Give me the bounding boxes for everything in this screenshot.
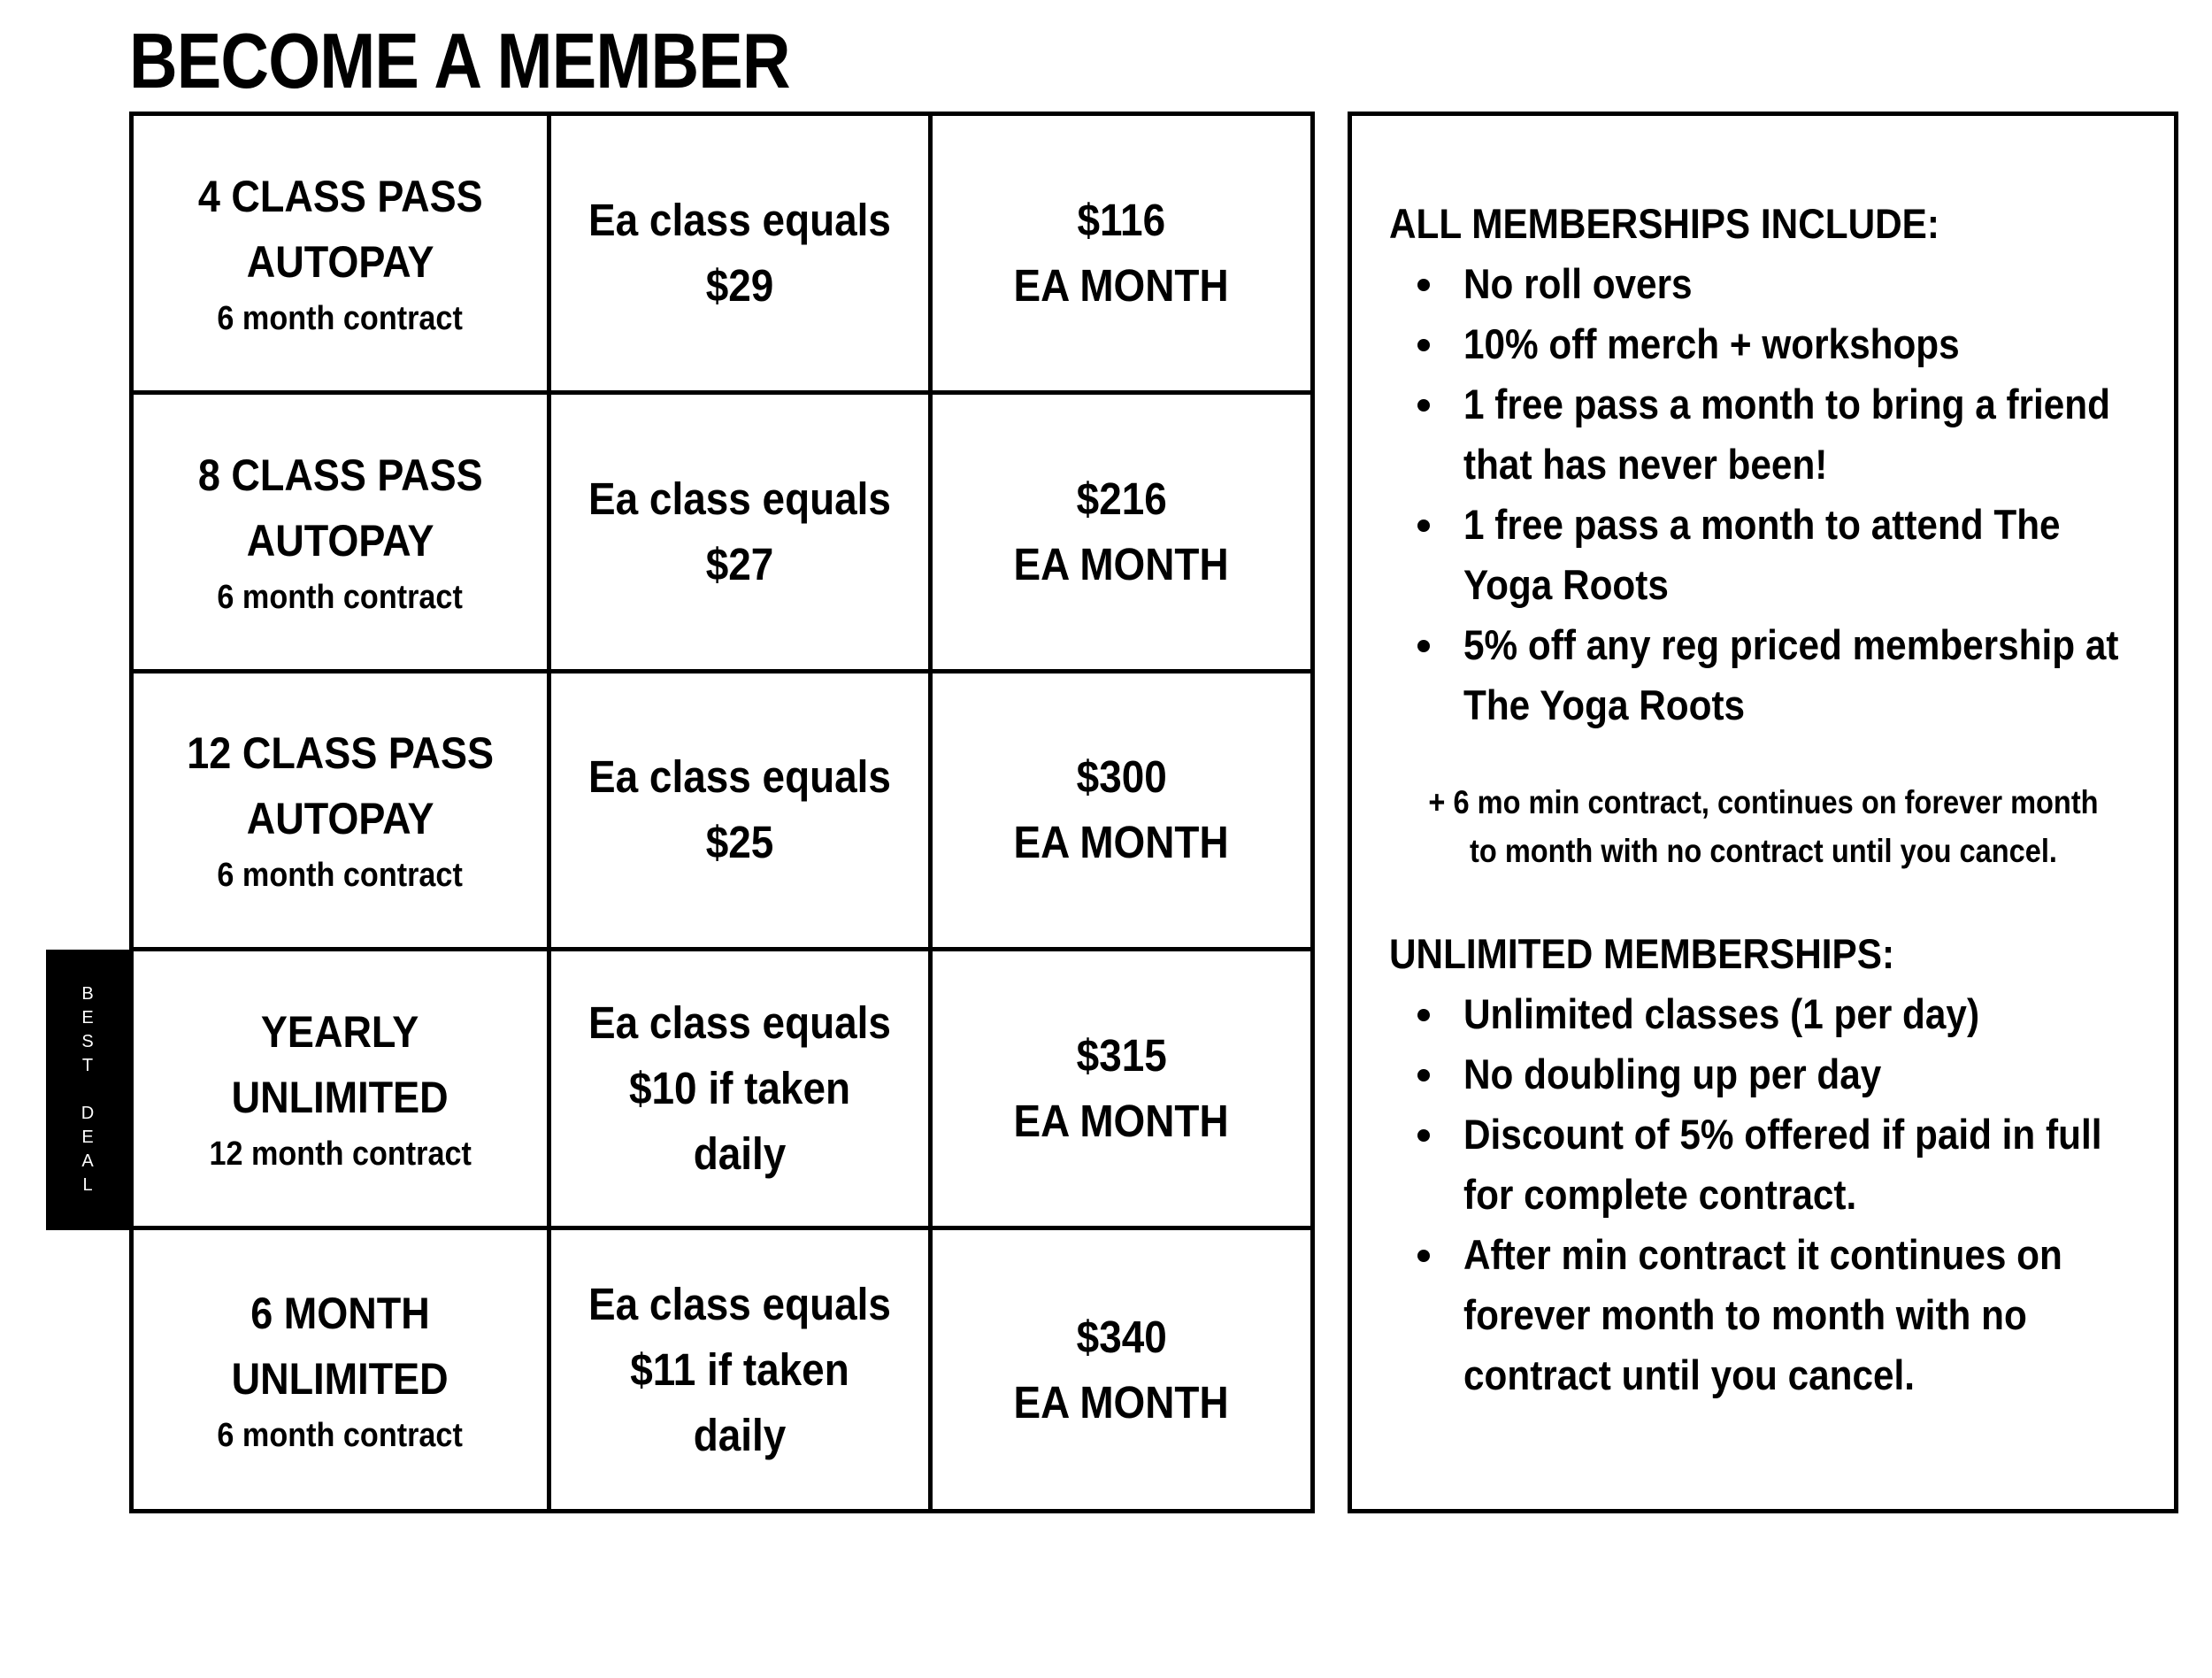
per-class-line: Ea class equals [588, 997, 891, 1049]
price-cell [933, 674, 1310, 952]
badge-letter: D [81, 1104, 95, 1123]
all-memberships-list [1389, 254, 2156, 735]
plans-table [129, 112, 1315, 1513]
price-period: EA MONTH [1013, 1376, 1230, 1428]
plan-name-line: YEARLY [261, 1007, 419, 1058]
per-class-line: daily [693, 1128, 787, 1180]
plan-name-line: 8 CLASS PASS [197, 450, 483, 500]
per-class-cell [551, 951, 933, 1230]
list-item: 5% off any reg priced membership at The Yoga Roots [1389, 615, 2141, 735]
price-amount: $116 [1077, 194, 1166, 245]
list-item: No doubling up per day [1389, 1044, 2141, 1105]
plan-contract: 6 month contract [217, 1416, 464, 1454]
plan-name-cell [134, 116, 551, 395]
plan-name-cell [134, 1230, 551, 1509]
price-cell [933, 1230, 1310, 1509]
list-item: Discount of 5% offered if paid in full for complete contract. [1389, 1105, 2141, 1225]
price-amount: $340 [1076, 1311, 1167, 1362]
badge-letter: L [82, 1175, 93, 1195]
plan-name-line: 6 MONTH [250, 1288, 430, 1338]
per-class-line: Ea class equals [588, 194, 891, 245]
per-class-cell [551, 395, 933, 674]
per-class-cell [551, 116, 933, 395]
per-class-cell [551, 1230, 933, 1509]
badge-letter: E [81, 1128, 94, 1147]
per-class-line: $29 [705, 259, 774, 311]
plan-name-line: AUTOPAY [246, 515, 434, 566]
badge-letter: E [81, 1008, 94, 1028]
price-period: EA MONTH [1013, 1096, 1230, 1147]
list-item: Unlimited classes (1 per day) [1389, 984, 2141, 1044]
per-class-line: Ea class equals [588, 473, 891, 524]
plan-name-line: UNLIMITED [232, 1073, 449, 1123]
list-item: 1 free pass a month to bring a friend that has never been! [1389, 374, 2141, 495]
all-memberships-heading: ALL MEMBERSHIPS INCLUDE: [1389, 200, 1939, 247]
per-class-line: $25 [705, 817, 774, 868]
plan-name-line: AUTOPAY [246, 236, 434, 287]
plan-name-cell [134, 395, 551, 674]
price-amount: $300 [1076, 751, 1167, 803]
badge-letter: S [81, 1032, 94, 1051]
plan-contract: 6 month contract [217, 857, 464, 895]
membership-info-box [1348, 112, 2178, 1513]
price-period: EA MONTH [1013, 259, 1230, 311]
per-class-line: daily [693, 1409, 787, 1460]
page-title: BECOME A MEMBER [129, 17, 790, 104]
plan-contract: 6 month contract [217, 578, 464, 616]
per-class-line: $10 if taken [628, 1063, 851, 1114]
price-cell [933, 116, 1310, 395]
plan-contract: 6 month contract [217, 299, 464, 337]
price-amount: $216 [1076, 473, 1167, 524]
price-cell [933, 395, 1310, 674]
per-class-line: Ea class equals [588, 751, 891, 803]
list-item: After min contract it continues on forever month to month with no contract until you cancel. [1389, 1225, 2141, 1405]
plan-contract: 12 month contract [209, 1135, 472, 1174]
price-amount: $315 [1076, 1030, 1167, 1081]
unlimited-memberships-list [1389, 984, 2156, 1405]
price-period: EA MONTH [1013, 538, 1230, 589]
unlimited-memberships-heading: UNLIMITED MEMBERSHIPS: [1389, 930, 1895, 977]
price-cell [933, 951, 1310, 1230]
plan-name-cell [134, 674, 551, 952]
plan-name-cell [134, 951, 551, 1230]
per-class-line: $27 [705, 538, 774, 589]
contract-note: + 6 mo min contract, continues on forever month to month with no contract until you cancel. [1428, 784, 2099, 869]
list-item: 10% off merch + workshops [1389, 314, 2141, 374]
per-class-line: Ea class equals [588, 1278, 891, 1329]
badge-letter: A [81, 1151, 94, 1171]
plan-name-line: UNLIMITED [232, 1353, 449, 1404]
list-item: 1 free pass a month to attend The Yoga Roots [1389, 495, 2141, 615]
badge-letter: B [81, 984, 94, 1004]
plan-name-line: 4 CLASS PASS [197, 171, 483, 221]
list-item: No roll overs [1389, 254, 2141, 314]
price-period: EA MONTH [1013, 817, 1230, 868]
plan-name-line: 12 CLASS PASS [187, 728, 494, 779]
per-class-cell [551, 674, 933, 952]
per-class-line: $11 if taken [630, 1343, 849, 1395]
badge-letter: T [81, 1056, 94, 1075]
best-deal-badge [46, 950, 129, 1230]
plan-name-line: AUTOPAY [246, 794, 434, 844]
